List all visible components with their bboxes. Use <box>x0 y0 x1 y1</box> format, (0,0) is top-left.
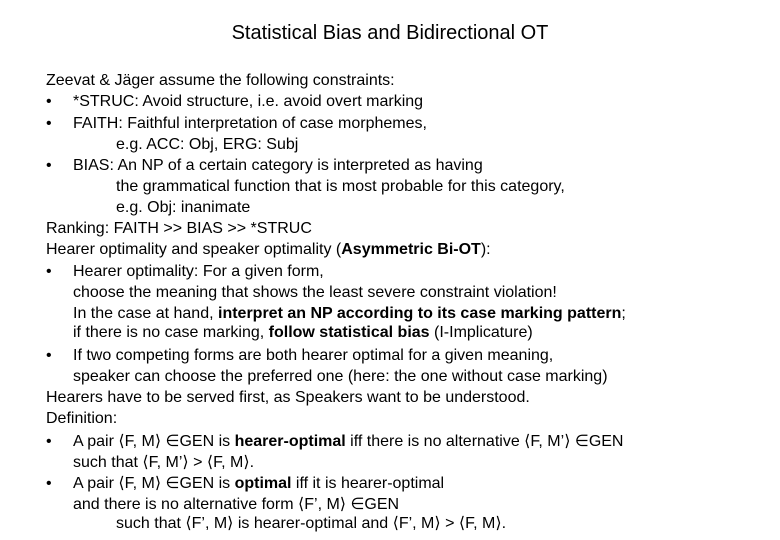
def1-post: iff there is no alternative ⟨F, M’⟩ ∈GEN <box>345 433 624 450</box>
constraint-bias-example: e.g. Obj: inanimate <box>116 199 251 216</box>
optimality-heading <box>46 240 491 260</box>
bullet-icon: • <box>46 433 52 450</box>
definition-2-line-1 <box>73 474 444 494</box>
bullet-icon: • <box>46 115 52 132</box>
def1-pre: A pair ⟨F, M⟩ ∈GEN is <box>73 433 235 450</box>
optimality-heading-pre: Hearer optimality and speaker optimality ( <box>46 241 342 258</box>
definition-2-line-2: and there is no alternative form ⟨F’, M⟩ ∈GEN <box>73 496 400 513</box>
definition-1-line-1 <box>73 432 623 452</box>
constraint-faith-example: e.g. ACC: Obj, ERG: Subj <box>116 136 299 153</box>
hearer-optimality-line-1: Hearer optimality: For a given form, <box>73 263 324 280</box>
optimality-heading-bold: Asymmetric Bi-OT <box>341 241 481 258</box>
constraint-bias-cont: the grammatical function that is most probable for this category, <box>116 178 565 195</box>
ho4-bold: follow statistical bias <box>268 324 430 341</box>
ho4-post: (I-Implicature) <box>429 324 533 341</box>
ho3-bold: interpret an NP according to its case marking pattern <box>218 305 622 322</box>
ho3-post: ; <box>621 305 626 322</box>
def2-bold: optimal <box>234 475 292 492</box>
ho4-pre: if there is no case marking, <box>73 324 269 341</box>
hearer-optimality-line-4 <box>73 323 533 343</box>
competing-forms-line-1: If two competing forms are both hearer optimal for a given meaning, <box>73 347 554 364</box>
bullet-icon: • <box>46 347 52 364</box>
constraint-faith: FAITH: Faithful interpretation of case morphemes, <box>73 115 427 132</box>
hearer-optimality-line-2: choose the meaning that shows the least severe constraint violation! <box>73 284 557 301</box>
bullet-icon: • <box>46 263 52 280</box>
ho3-pre: In the case at hand, <box>73 305 218 322</box>
bullet-icon: • <box>46 475 52 492</box>
definition-heading: Definition: <box>46 410 118 427</box>
optimality-heading-post: ): <box>480 241 491 258</box>
definition-2-line-3: such that ⟨F’, M⟩ is hearer-optimal and ⟨F’, M⟩ > ⟨F, M⟩. <box>116 515 507 532</box>
constraint-bias: BIAS: An NP of a certain category is interpreted as having <box>73 157 483 174</box>
def2-pre: A pair ⟨F, M⟩ ∈GEN is <box>73 475 235 492</box>
ranking-line: Ranking: FAITH >> BIAS >> *STRUC <box>46 220 312 237</box>
hearers-first-line: Hearers have to be served first, as Speakers want to be understood. <box>46 389 530 406</box>
def2-post: iff it is hearer-optimal <box>291 475 445 492</box>
definition-1-line-2: such that ⟨F, M’⟩ > ⟨F, M⟩. <box>73 454 255 471</box>
slide-title: Statistical Bias and Bidirectional OT <box>231 22 549 44</box>
hearer-optimality-line-3 <box>73 304 626 324</box>
competing-forms-line-2: speaker can choose the preferred one (here: the one without case marking) <box>73 368 608 385</box>
def1-bold: hearer-optimal <box>234 433 346 450</box>
constraint-struc: *STRUC: Avoid structure, i.e. avoid overt marking <box>73 93 424 110</box>
bullet-icon: • <box>46 157 52 174</box>
bullet-icon: • <box>46 93 52 110</box>
intro-line: Zeevat & Jäger assume the following constraints: <box>46 72 395 89</box>
